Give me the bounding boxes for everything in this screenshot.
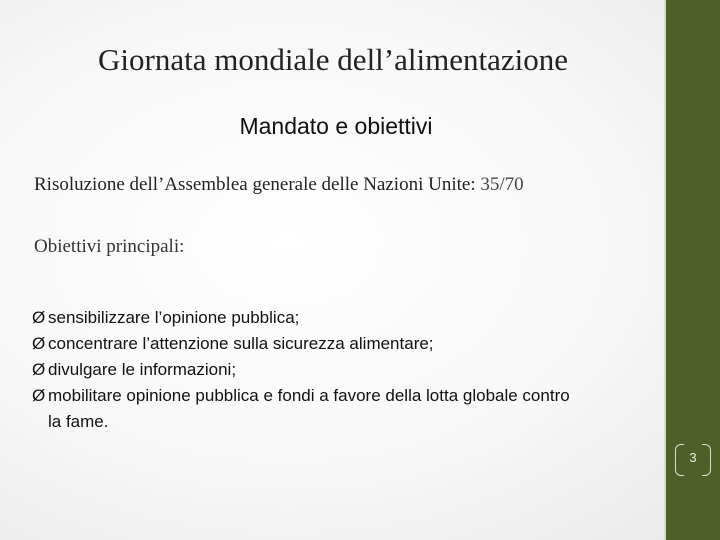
arrow-bullet-icon: Ø	[32, 334, 46, 353]
list-item-text: sensibilizzare l’opinione pubblica;	[48, 308, 300, 327]
objectives-list	[32, 305, 572, 435]
arrow-bullet-icon: Ø	[32, 360, 46, 379]
resolution-line	[34, 174, 524, 196]
list-item	[32, 305, 572, 331]
arrow-bullet-icon: Ø	[32, 386, 46, 405]
objectives-heading: Obiettivi principali:	[34, 236, 185, 257]
arrow-bullet-icon: Ø	[32, 308, 46, 327]
slide-subtitle: Mandato e obiettivi	[239, 113, 433, 139]
list-item	[32, 331, 572, 357]
slide-title: Giornata mondiale dell’alimentazione	[98, 42, 568, 77]
resolution-number: 35/70	[480, 174, 524, 195]
page-number: 3	[689, 450, 697, 465]
list-item	[32, 357, 572, 383]
list-item-text: divulgare le informazioni;	[48, 360, 237, 379]
list-item-text: mobilitare opinione pubblica e fondi a favore della lotta globale contro la fame.	[48, 386, 570, 431]
list-item	[32, 383, 572, 435]
page-number-badge	[671, 438, 715, 480]
list-item-text: concentrare l’attenzione sulla sicurezza alimentare;	[48, 334, 434, 353]
resolution-text: Risoluzione dell’Assemblea generale delle Nazioni Unite:	[34, 174, 481, 195]
